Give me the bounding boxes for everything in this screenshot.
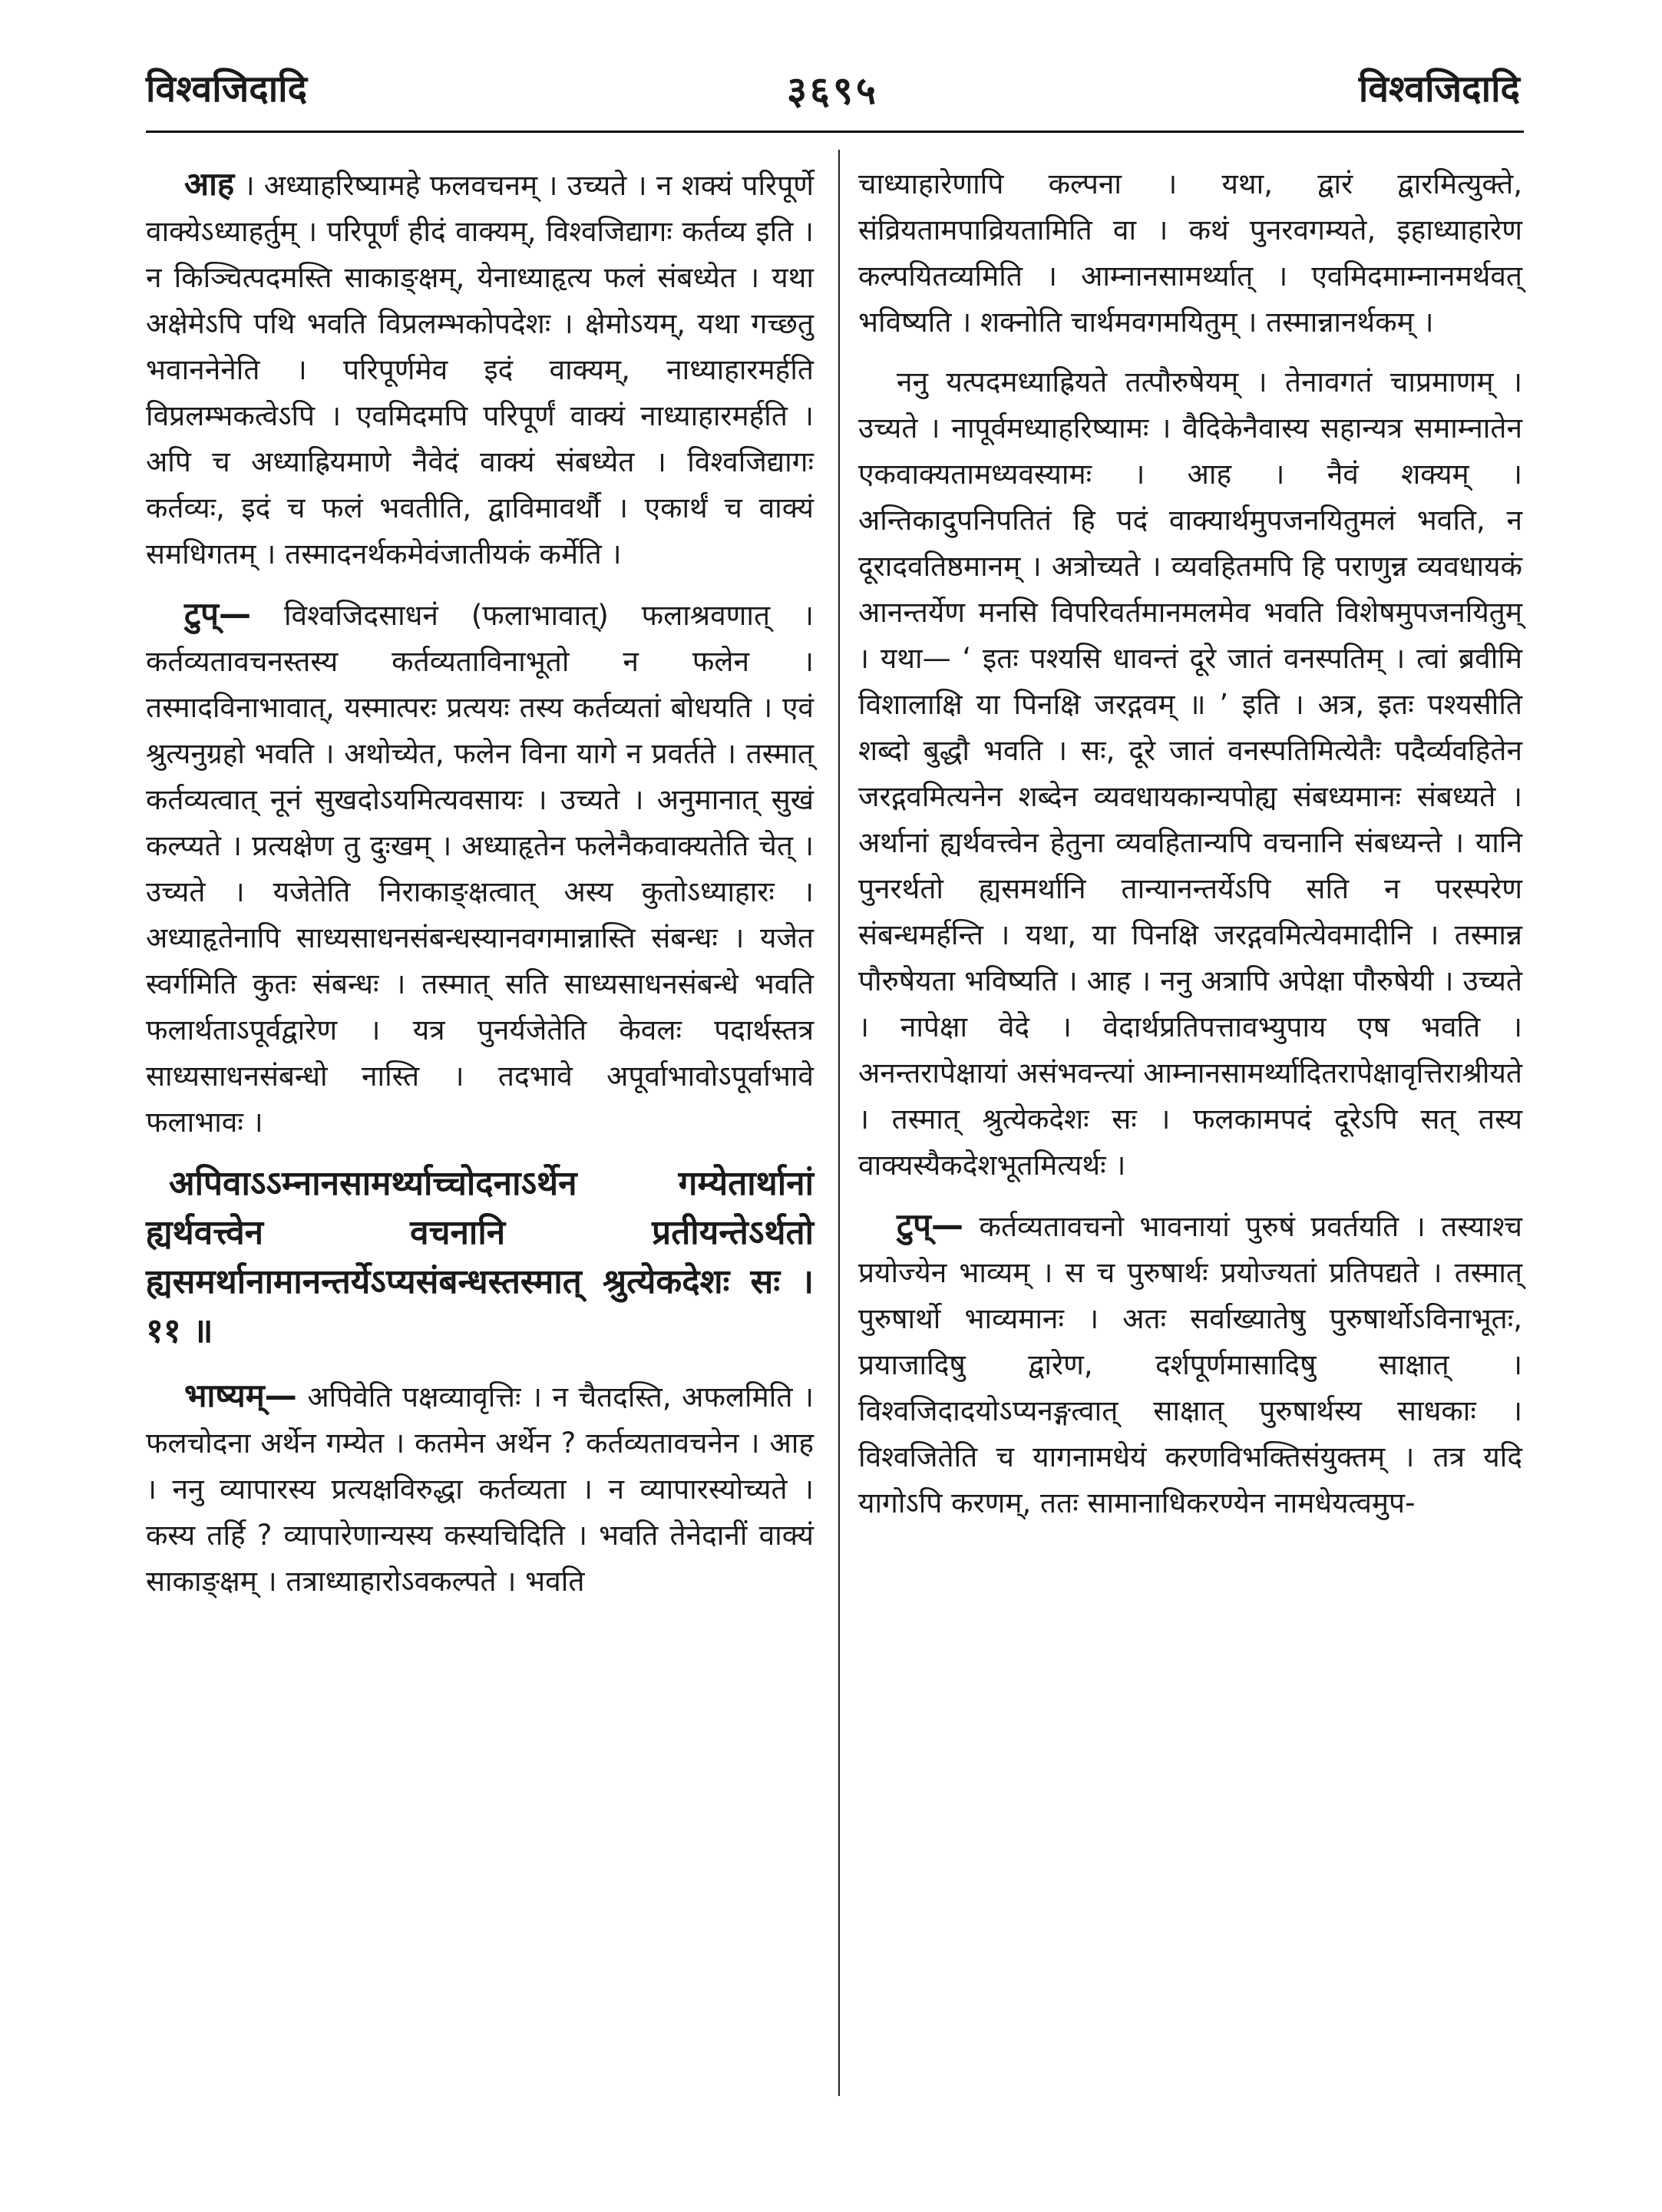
column-divider	[838, 150, 840, 2096]
paragraph-lead: टुप्—	[897, 1206, 964, 1244]
running-head	[146, 63, 1520, 124]
paragraph-lead: आह	[184, 165, 235, 203]
paragraph-continued: चाध्याहारेणापि कल्पना । यथा, द्वारं द्वारमित्युक्ते, संव्रियतामपाव्रियतामिति वा । कथं पुनरवगम्यते, इहाध्याहारेण कल्पयितव्यमिति । आम्नानसामर्थ्यात् । एवमिदमाम्नानमर्थवत् भविष्यति । शक्नोति चार्थमवगमयितुम् । तस्मान्नानर्थकम् ।	[858, 167, 1522, 339]
header-rule	[146, 131, 1524, 133]
sutra-verse: अपिवाऽऽम्नानसामर्थ्याच्चोदनाऽर्थेन गम्येतार्थानां ह्यर्थवत्त्वेन वचनानि प्रतीयन्तेऽर्थतो ह्यसमर्थानामानन्तर्येऽप्यसंबन्धस्तस्मात् श्रुत्येकदेशः सः । ११ ॥	[146, 1164, 814, 1351]
paragraph-bhashya	[146, 1373, 814, 1605]
page-number: ३६९५	[787, 68, 879, 113]
paragraph-lead: भाष्यम्—	[184, 1377, 297, 1414]
paragraph-text: कर्तव्यतावचनो भावनायां पुरुषं प्रवर्तयति । तस्याश्च प्रयोज्येन भाव्यम् । स च पुरुषार्थः प्रयोज्यतां प्रतिपद्यते । तस्मात् पुरुषार्थो भाव्यमानः । अतः सर्वाख्यातेषु पुरुषार्थोऽविनाभूतः, प्रयाजादिषु द्वारेण, दर्शपूर्णमासादिषु साक्षात् । विश्वजिदादयोऽप्यनङ्गत्वात् साक्षात् पुरुषार्थस्य साधकाः । विश्वजितेति च यागनामधेयं करणविभक्तिसंयुक्तम् । तत्र यदि यागोऽपि करणम्, ततः सामानाधिकरण्येन नामधेयत्वमुप-	[858, 1210, 1522, 1519]
left-column	[146, 161, 814, 1618]
running-head-left: विश्वजिदादि	[146, 68, 308, 111]
paragraph-tup-commentary-2	[858, 1202, 1522, 1526]
paragraph-tup-commentary	[146, 591, 814, 1146]
paragraph-nanu: ननु यत्पदमध्याह्रियते तत्पौरुषेयम् । तेनावगतं चाप्रमाणम् । उच्यते । नापूर्वमध्याहरिष्यामः । वैदिकेनैवास्य सहान्यत्र समाम्नातेन एकवाक्यतामध्यवस्यामः । आह । नैवं शक्यम् । अन्तिकादुपनिपतितं हि पदं वाक्यार्थमुपजनयितुमलं भवति, न दूरादवतिष्ठमानम् । अत्रोच्यते । व्यवहितमपि हि पराणुन्न व्यवधायकं आनन्तर्येण मनसि विपरिवर्तमानमलमेव भवति विशेषमुपजनयितुम् । यथा— ‘ इतः पश्यसि धावन्तं दूरे जातं वनस्पतिम् । त्वां ब्रवीमि विशालाक्षि या पिनक्षि जरद्गवम् ॥ ’ इति । अत्र, इतः पश्यसीति शब्दो बुद्धौ भवति । सः, दूरे जातं वनस्पतिमित्येतैः पदैर्व्यवहितेन जरद्गवमित्यनेन शब्देन व्यवधायकान्यपोह्य संबध्यमानः संबध्यते । अर्थानां ह्यर्थवत्त्वेन हेतुना व्यवहितान्यपि वचनानि संबध्यन्ते । यानि पुनरर्थतो ह्यसमर्थानि तान्यानन्तर्येऽपि सति न परस्परेण संबन्धमर्हन्ति । यथा, या पिनक्षि जरद्गवमित्येवमादीनि । तस्मान्न पौरुषेयता भविष्यति । आह । ननु अत्रापि अपेक्षा पौरुषेयी । उच्यते । नापेक्षा वेदे । वेदार्थप्रतिपत्तावभ्युपाय एष भवति । अनन्तरापेक्षायां असंभवन्त्यां आम्नानसामर्थ्यादितरापेक्षावृत्तिराश्रीयते । तस्मात् श्रुत्येकदेशः सः । फलकामपदं दूरेऽपि सत् तस्य वाक्यस्यैकदेशभूतमित्यर्थः ।	[858, 365, 1522, 1182]
paragraph-text: अपिवेति पक्षव्यावृत्तिः । न चैतदस्ति, अफलमिति । फलचोदना अर्थेन गम्येत । कतमेन अर्थेन ? कर्तव्यतावचनेन । आह । ननु व्यापारस्य प्रत्यक्षविरुद्धा कर्तव्यता । न व्यापारस्योच्यते । कस्य तर्हि ? व्यापारेणान्यस्य कस्यचिदिति । भवति तेनेदानीं वाक्यं साकाङ्क्षम् । तत्राध्याहारोऽवकल्पते । भवति	[146, 1380, 814, 1598]
right-column	[858, 161, 1522, 1540]
paragraph-text: । अध्याहरिष्यामहे फलवचनम् । उच्यते । न शक्यं परिपूर्णे वाक्येऽध्याहर्तुम् । परिपूर्णं हीदं वाक्यम्, विश्वजिद्यागः कर्तव्य इति । न किञ्चित्पदमस्ति साकाङ्क्षम्, येनाध्याहृत्य फलं संबध्येत । यथा अक्षेमेऽपि पथि भवति विप्रलम्भकोपदेशः । क्षेमोऽयम्, यथा गच्छतु भवाननेनेति । परिपूर्णमेव इदं वाक्यम्, नाध्याहारमर्हति विप्रलम्भकत्वेऽपि । एवमिदमपि परिपूर्णं वाक्यं नाध्याहारमर्हति । अपि च अध्याह्रियमाणे नैवेदं वाक्यं संबध्येत । विश्वजिद्यागः कर्तव्यः, इदं च फलं भवतीति, द्वाविमावर्थौ । एकार्थं च वाक्यं समधिगतम् । तस्मादनर्थकमेवंजातीयकं कर्मेति ।	[146, 169, 814, 570]
running-head-right: विश्वजिदादि	[1358, 68, 1520, 111]
paragraph-aah	[146, 161, 814, 577]
paragraph-lead: टुप्—	[184, 595, 252, 633]
paragraph-text: विश्वजिदसाधनं (फलाभावात्) फलाश्रवणात् । कर्तव्यतावचनस्तस्य कर्तव्यताविनाभूतो न फलेन । तस्मादविनाभावात्, यस्मात्परः प्रत्ययः तस्य कर्तव्यतां बोधयति । एवं श्रुत्यनुग्रहो भवति । अथोच्येत, फलेन विना यागे न प्रवर्तते । तस्मात् कर्तव्यत्वात् नूनं सुखदोऽयमित्यवसायः । उच्यते । अनुमानात् सुखं कल्प्यते । प्रत्यक्षेण तु दुःखम् । अध्याहृतेन फलेनैकवाक्यतेति चेत् । उच्यते । यजेतेति निराकाङ्क्षत्वात् अस्य कुतोऽध्याहारः । अध्याहृतेनापि साध्यसाधनसंबन्धस्यानवगमान्नास्ति संबन्धः । यजेत स्वर्गमिति कुतः संबन्धः । तस्मात् सति साध्यसाधनसंबन्धे भवति फलार्थताऽपूर्वद्वारेण । यत्र पुनर्यजेतेति केवलः पदार्थस्तत्र साध्यसाधनसंबन्धो नास्ति । तदभावे अपूर्वाभावोऽपूर्वाभावे फलाभावः ।	[146, 599, 814, 1139]
